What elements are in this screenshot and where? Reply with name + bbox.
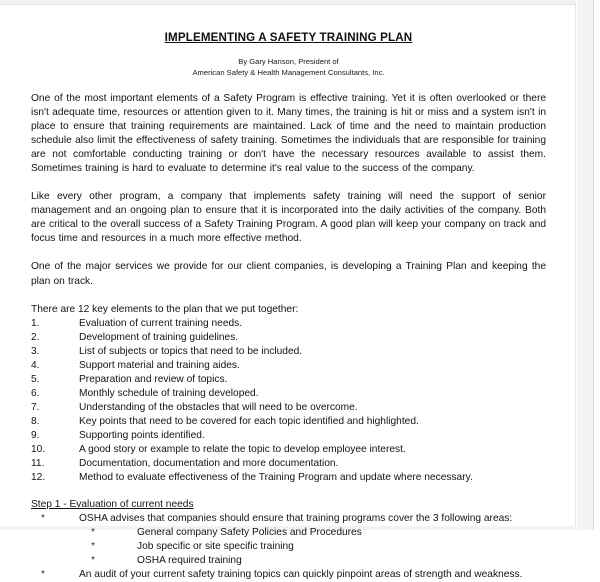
list-item-number: 9. <box>31 429 40 441</box>
list-item <box>31 317 546 331</box>
bullet-item <box>31 512 546 526</box>
step-heading <box>31 498 546 512</box>
paragraph-1: One of the most important elements of a Safety Program is effective training. Yet it is often overlooked or there isn't adequate time, resources or attention given to it. Many times, the training is hit or miss and a system isn't in place to ensure that training requirements are maintained. Lack of time and the need to maintain production schedule also limit the effectiveness of safety training. Sometimes the individuals that are responsible for training are not comfortable conducting training or don't have the necessary resources available to assist them. Sometimes training is hard to evaluate to determine it's real value to the success of the company. <box>31 93 546 175</box>
list-item-label: Support material and training aides. <box>79 359 240 371</box>
list-item-number: 11. <box>31 458 45 470</box>
list-item-label: List of subjects or topics that need to be included. <box>79 345 303 357</box>
list-item <box>31 401 546 415</box>
asterisk-bullet-icon: * <box>91 555 95 567</box>
bullet-item <box>31 554 546 568</box>
bullet-item <box>31 568 546 582</box>
list-item <box>31 331 546 345</box>
list-item <box>31 471 546 485</box>
page-title <box>31 31 546 44</box>
list-item <box>31 429 546 443</box>
list-item-label: Monthly schedule of training developed. <box>79 387 259 399</box>
list-item-number: 10. <box>31 444 46 456</box>
bullet-item-label: Job specific or site specific training <box>137 541 294 553</box>
list-item <box>31 457 546 471</box>
byline-author: By Gary Hanson, President of <box>238 57 339 66</box>
document-page <box>0 4 576 581</box>
list-item-number: 4. <box>31 359 40 371</box>
list-item-number: 7. <box>31 401 40 413</box>
list-item-number: 12. <box>31 472 46 484</box>
key-elements-list <box>31 317 546 486</box>
asterisk-bullet-icon: * <box>91 541 95 553</box>
list-item <box>31 345 546 359</box>
paragraph-2: Like every other program, a company that implements safety training will need the support of senior management and an ongoing plan to ensure that it is incorporated into the daily activities of the company. Both are critical to the overall success of a Safety Training Program. A good plan will keep your company on track and focus time and resources in a much more effective method. <box>31 191 546 245</box>
bullet-item-label: An audit of your current safety training topics can quickly pinpoint areas of strength and weakness. <box>79 569 523 581</box>
list-item-number: 8. <box>31 415 40 427</box>
asterisk-bullet-icon: * <box>41 569 45 581</box>
list-item-label: A good story or example to relate the topic to develop employee interest. <box>79 444 406 456</box>
list-item-number: 1. <box>31 317 40 329</box>
list-item-label: Key points that need to be covered for each topic identified and highlighted. <box>79 415 419 427</box>
list-item-label: Supporting points identified. <box>79 429 205 441</box>
byline-organization: American Safety & Health Management Consultants, Inc. <box>192 68 385 77</box>
document-content <box>31 5 546 582</box>
bullet-item <box>31 540 546 554</box>
list-item-label: Method to evaluate effectiveness of the Training Program and update where necessary. <box>79 472 473 484</box>
list-item-label: Understanding of the obstacles that will need to be overcome. <box>79 401 358 413</box>
bullet-item-label: OSHA required training <box>137 555 242 567</box>
list-item-number: 2. <box>31 331 40 343</box>
list-item-number: 3. <box>31 345 40 357</box>
list-item-number: 5. <box>31 373 40 385</box>
list-item <box>31 415 546 429</box>
list-item <box>31 443 546 457</box>
list-item <box>31 373 546 387</box>
list-item-number: 6. <box>31 387 40 399</box>
bullet-item-label: OSHA advises that companies should ensure that training programs cover the 3 following areas: <box>79 513 513 525</box>
page-right-border <box>593 0 594 530</box>
asterisk-bullet-icon: * <box>41 513 45 525</box>
list-item <box>31 359 546 373</box>
key-elements-intro: There are 12 key elements to the plan that we put together: <box>31 303 299 315</box>
list-item-label: Documentation, documentation and more documentation. <box>79 458 339 470</box>
byline <box>31 56 546 78</box>
bullet-item <box>31 526 546 540</box>
step-heading-text: Step 1 - Evaluation of current needs <box>31 499 194 511</box>
page-right-shadow-strip <box>577 0 593 530</box>
list-item-label: Evaluation of current training needs. <box>79 317 243 329</box>
asterisk-bullet-icon: * <box>91 527 95 539</box>
list-item-label: Preparation and review of topics. <box>79 373 228 385</box>
list-item-label: Development of training guidelines. <box>79 331 239 343</box>
bullet-item-label: General company Safety Policies and Procedures <box>137 527 362 539</box>
paragraph-3: One of the major services we provide for our client companies, is developing a Training Plan and keeping the plan on track. <box>31 261 546 287</box>
page-title-text: IMPLEMENTING A SAFETY TRAINING PLAN <box>164 31 413 44</box>
list-item <box>31 387 546 401</box>
